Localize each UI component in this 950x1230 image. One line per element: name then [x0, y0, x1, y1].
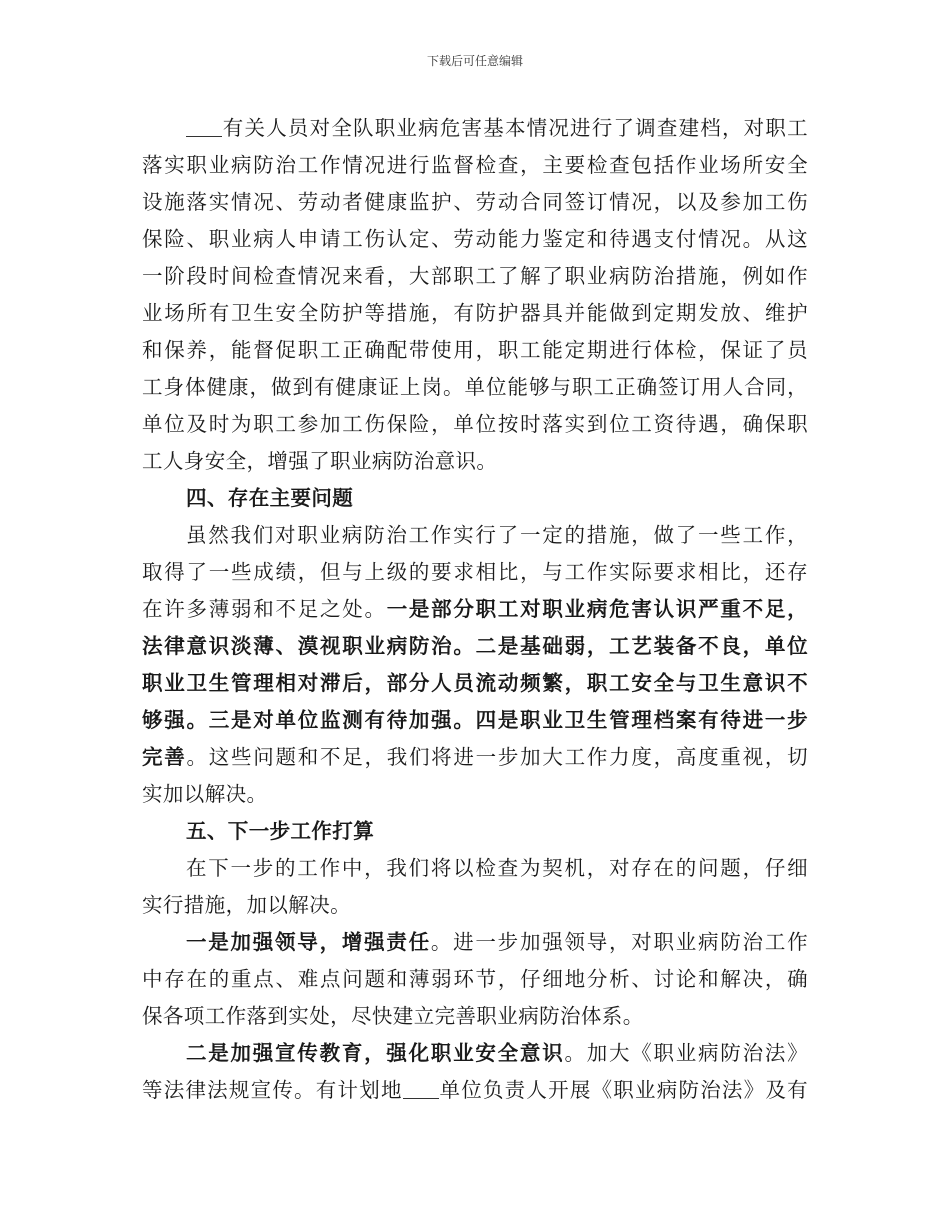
text-segment: 保各项工作落到实处，尽快建立完善职业病防治体系。	[142, 1004, 644, 1028]
text-segment: 。加大《职业病防治法》	[564, 1041, 808, 1065]
text-line	[142, 591, 808, 628]
page-header	[0, 53, 950, 69]
text-segment: 工人身安全，增强了职业病防治意识。	[142, 449, 498, 473]
text-line	[142, 258, 808, 295]
text-segment: 实加以解决。	[142, 782, 268, 806]
text-line	[142, 406, 808, 443]
text-segment: 保险、职业病人申请工伤认定、劳动能力鉴定和待遇支付情况。从这	[142, 227, 808, 251]
bold-text-segment: 五、下一步工作打算	[186, 819, 375, 843]
section-heading	[142, 813, 808, 850]
text-segment: 等法律法规宣传。有计划地	[142, 1078, 403, 1102]
text-line	[142, 924, 808, 961]
text-line	[142, 998, 808, 1035]
text-line	[142, 776, 808, 813]
text-line	[142, 739, 808, 776]
text-line	[142, 628, 808, 665]
text-segment: 工身体健康，做到有健康证上岗。单位能够与职工正确签订用人合同，	[142, 375, 808, 399]
text-line	[142, 332, 808, 369]
bold-text-segment: 够强。三是对单位监测有待加强。四是职业卫生管理档案有待进一步	[142, 708, 808, 732]
text-line	[142, 1072, 808, 1109]
text-segment: 在许多薄弱和不足之处。	[142, 597, 387, 621]
text-segment: 。这些问题和不足，我们将进一步加大工作力度，高度重视，切	[186, 745, 808, 769]
text-line	[142, 961, 808, 998]
bold-text-segment: 完善	[142, 745, 187, 769]
bold-text-segment: 一是部分职工对职业病危害认识严重不足，	[386, 597, 808, 621]
bold-text-segment: 职业卫生管理相对滞后，部分人员流动频繁，职工安全与卫生意识不	[142, 671, 808, 695]
bold-text-segment: 法律意识淡薄、漠视职业病防治。二是基础弱，工艺装备不良，单位	[142, 634, 808, 658]
text-segment: 实行措施，加以解决。	[142, 893, 351, 917]
text-segment: 有关人员对全队职业病危害基本情况进行了调查建档，对职工	[222, 116, 808, 140]
text-line	[142, 295, 808, 332]
text-line	[142, 369, 808, 406]
text-line	[142, 110, 808, 147]
text-line	[142, 702, 808, 739]
text-line	[142, 221, 808, 258]
text-segment: 取得了一些成绩，但与上级的要求相比，与工作实际要求相比，还存	[142, 560, 808, 584]
text-segment: 虽然我们对职业病防治工作实行了一定的措施，做了一些工作，	[186, 523, 808, 547]
bold-text-segment: 二是加强宣传教育，强化职业安全意识	[186, 1041, 565, 1065]
text-line	[142, 184, 808, 221]
text-line	[142, 850, 808, 887]
text-line	[142, 1035, 808, 1072]
document-body	[142, 110, 808, 1109]
section-heading	[142, 480, 808, 517]
text-segment: 业场所有卫生安全防护等措施，有防护器具并能做到定期发放、维护	[142, 301, 808, 325]
text-segment: 和保养，能督促职工正确配带使用，职工能定期进行体检，保证了员	[142, 338, 808, 362]
text-line	[142, 443, 808, 480]
text-segment: 设施落实情况、劳动者健康监护、劳动合同签订情况，以及参加工伤	[142, 190, 808, 214]
header-text: 下载后可任意编辑	[426, 54, 523, 68]
text-segment: 一阶段时间检查情况来看，大部职工了解了职业病防治措施，例如作	[142, 264, 808, 288]
text-segment: 在下一步的工作中，我们将以检查为契机，对存在的问题，仔细	[186, 856, 808, 880]
text-segment: 单位及时为职工参加工伤保险，单位按时落实到位工资待遇，确保职	[142, 412, 808, 436]
text-line	[142, 147, 808, 184]
text-segment: 落实职业病防治工作情况进行监督检查，主要检查包括作业场所安全	[142, 153, 808, 177]
fill-in-blank	[186, 116, 222, 137]
text-line	[142, 517, 808, 554]
text-segment: 中存在的重点、难点问题和薄弱环节，仔细地分析、讨论和解决，确	[142, 967, 808, 991]
text-line	[142, 887, 808, 924]
text-line	[142, 554, 808, 591]
bold-text-segment: 一是加强领导，增强责任	[186, 930, 431, 954]
bold-text-segment: 四、存在主要问题	[186, 486, 354, 510]
text-line	[142, 665, 808, 702]
text-segment: 。进一步加强领导，对职业病防治工作	[430, 930, 808, 954]
text-segment: 单位负责人开展《职业病防治法》及有	[438, 1078, 808, 1102]
fill-in-blank	[403, 1078, 439, 1099]
